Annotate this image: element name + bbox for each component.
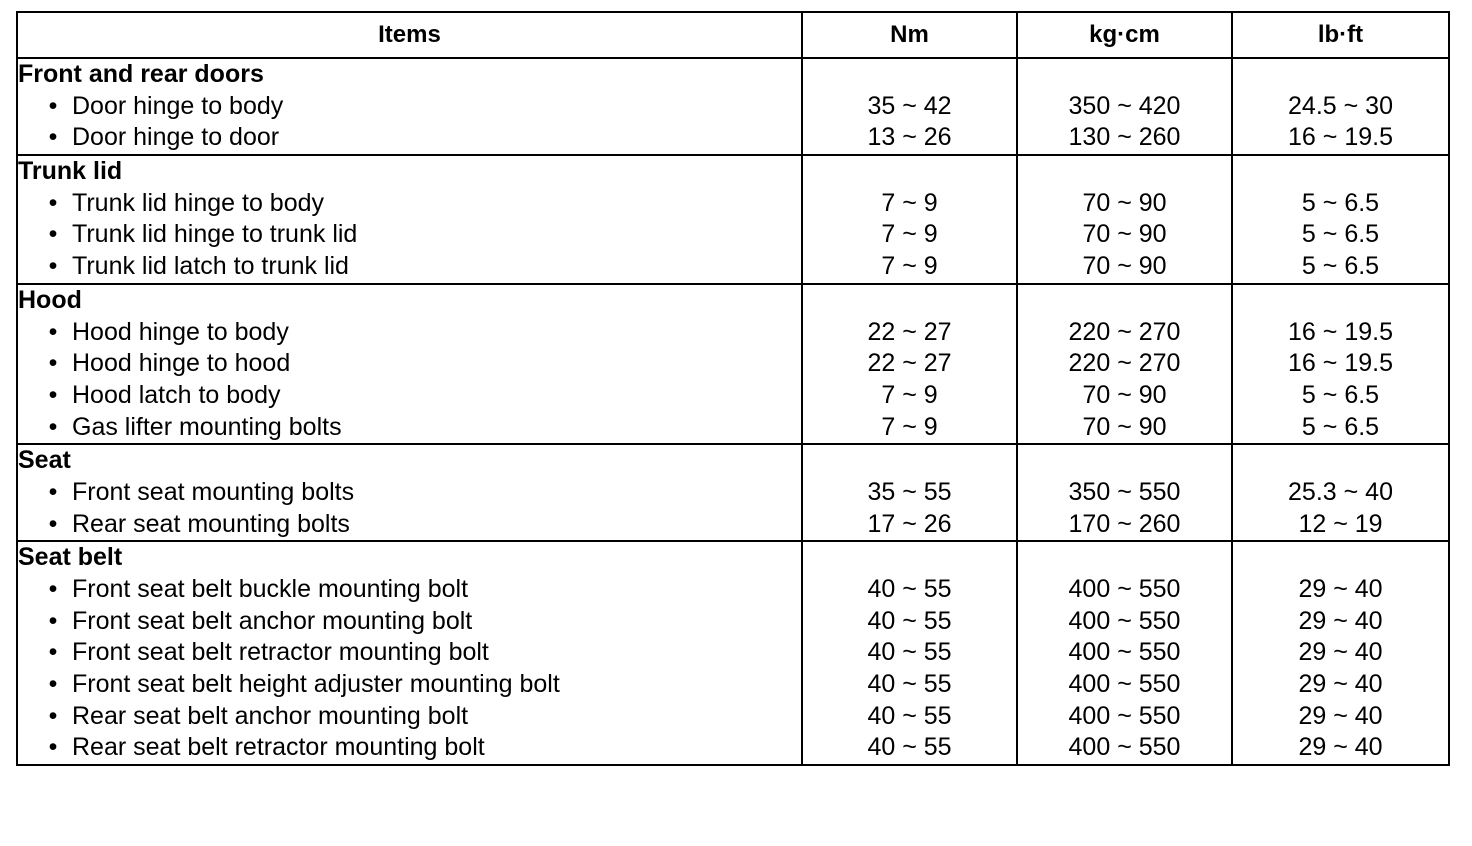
section-kgcm-cell [1017, 155, 1232, 284]
section-title: Hood [18, 285, 82, 314]
section-kgcm-cell [1017, 541, 1232, 765]
bullet-icon: • [48, 91, 58, 120]
spacer [1233, 285, 1448, 317]
lbft-value: 24.5 ~ 30 [1288, 91, 1393, 120]
section-kgcm-cell [1017, 58, 1232, 155]
kgcm-value: 170 ~ 260 [1068, 509, 1181, 538]
nm-value: 35 ~ 42 [867, 91, 952, 120]
kgcm-value: 400 ~ 550 [1068, 606, 1181, 635]
bullet-icon: • [48, 252, 58, 281]
bullet-icon: • [48, 670, 58, 699]
section-items-cell [17, 444, 802, 541]
section-nm-cell [802, 284, 1017, 444]
kgcm-value: 70 ~ 90 [1082, 188, 1167, 217]
kgcm-value: 400 ~ 550 [1068, 670, 1181, 699]
nm-value: 13 ~ 26 [867, 123, 952, 152]
lbft-value: 29 ~ 40 [1298, 575, 1383, 603]
list-item [18, 251, 801, 283]
kgcm-value: 400 ~ 550 [1068, 733, 1181, 762]
nm-value: 17 ~ 26 [867, 509, 952, 538]
table-section-row [17, 284, 1449, 444]
item-label: Door hinge to body [72, 91, 284, 120]
spacer [1233, 59, 1448, 91]
nm-value: 22 ~ 27 [867, 349, 952, 378]
item-label: Door hinge to door [72, 123, 280, 152]
lbft-value: 5 ~ 6.5 [1301, 412, 1380, 441]
section-items-cell [17, 541, 802, 765]
item-label: Hood hinge to body [72, 317, 289, 346]
table-section-row [17, 444, 1449, 541]
header-kgcm: kg·cm [1017, 12, 1232, 58]
kgcm-value: 220 ~ 270 [1068, 317, 1181, 346]
table-section-row [17, 58, 1449, 155]
kgcm-value: 400 ~ 550 [1068, 701, 1181, 730]
section-title: Trunk lid [18, 157, 123, 186]
bullet-icon: • [48, 733, 58, 762]
kgcm-value: 70 ~ 90 [1082, 220, 1167, 249]
nm-value: 40 ~ 55 [867, 575, 952, 603]
nm-value: 7 ~ 9 [881, 412, 938, 441]
list-item [18, 477, 801, 509]
section-nm-cell [802, 155, 1017, 284]
item-label: Front seat belt retractor mounting bolt [72, 638, 489, 667]
bullet-icon: • [48, 123, 58, 152]
lbft-value: 29 ~ 40 [1298, 733, 1383, 762]
lbft-value: 12 ~ 19 [1298, 509, 1383, 538]
bullet-icon: • [48, 220, 58, 249]
list-item [18, 122, 801, 154]
item-label: Front seat belt height adjuster mounting bolt [72, 670, 560, 699]
spacer [1018, 156, 1231, 188]
section-nm-cell [802, 444, 1017, 541]
kgcm-value: 350 ~ 420 [1068, 91, 1181, 120]
table-section-row [17, 541, 1449, 765]
list-item [18, 380, 801, 412]
item-label: Front seat belt buckle mounting bolt [72, 575, 469, 603]
nm-value: 40 ~ 55 [867, 701, 952, 730]
spacer [803, 285, 1016, 317]
lbft-value: 5 ~ 6.5 [1301, 188, 1380, 217]
item-label: Hood hinge to hood [72, 349, 291, 378]
spacer [1233, 156, 1448, 188]
lbft-value: 5 ~ 6.5 [1301, 220, 1380, 249]
kgcm-value: 400 ~ 550 [1068, 575, 1181, 603]
lbft-value: 16 ~ 19.5 [1288, 123, 1393, 152]
bullet-icon: • [48, 317, 58, 346]
list-item [18, 509, 801, 541]
item-label: Front seat mounting bolts [72, 477, 355, 506]
list-item [18, 637, 801, 669]
item-label: Rear seat belt retractor mounting bolt [72, 733, 485, 762]
spacer [803, 59, 1016, 91]
section-items-cell [17, 284, 802, 444]
section-lbft-cell [1232, 444, 1449, 541]
section-items-cell [17, 58, 802, 155]
nm-value: 40 ~ 55 [867, 733, 952, 762]
nm-value: 7 ~ 9 [881, 220, 938, 249]
lbft-value: 29 ~ 40 [1298, 701, 1383, 730]
item-label: Trunk lid hinge to body [72, 188, 325, 217]
kgcm-value: 70 ~ 90 [1082, 252, 1167, 281]
nm-value: 40 ~ 55 [867, 638, 952, 667]
nm-value: 7 ~ 9 [881, 188, 938, 217]
table-section-row [17, 155, 1449, 284]
section-lbft-cell [1232, 155, 1449, 284]
item-label: Rear seat belt anchor mounting bolt [72, 701, 469, 730]
lbft-value: 29 ~ 40 [1298, 638, 1383, 667]
item-label: Trunk lid latch to trunk lid [72, 252, 349, 281]
bullet-icon: • [48, 575, 58, 603]
lbft-value: 29 ~ 40 [1298, 670, 1383, 699]
spacer [803, 542, 1016, 574]
item-label: Gas lifter mounting bolts [72, 412, 342, 441]
spacer [1233, 445, 1448, 477]
spacer [1018, 542, 1231, 574]
kgcm-value: 70 ~ 90 [1082, 380, 1167, 409]
lbft-value: 25.3 ~ 40 [1288, 477, 1393, 506]
header-nm: Nm [802, 12, 1017, 58]
bullet-icon: • [48, 188, 58, 217]
section-kgcm-cell [1017, 444, 1232, 541]
list-item [18, 317, 801, 349]
header-items: Items [17, 12, 802, 58]
list-item [18, 188, 801, 220]
spacer [1018, 285, 1231, 317]
bullet-icon: • [48, 509, 58, 538]
bullet-icon: • [48, 638, 58, 667]
list-item [18, 669, 801, 701]
list-item [18, 606, 801, 638]
section-lbft-cell [1232, 541, 1449, 765]
section-lbft-cell [1232, 284, 1449, 444]
nm-value: 40 ~ 55 [867, 606, 952, 635]
nm-value: 7 ~ 9 [881, 380, 938, 409]
bullet-icon: • [48, 349, 58, 378]
lbft-value: 16 ~ 19.5 [1288, 317, 1393, 346]
spacer [1233, 542, 1448, 574]
spacer [1018, 445, 1231, 477]
list-item [18, 348, 801, 380]
list-item [18, 91, 801, 123]
section-kgcm-cell [1017, 284, 1232, 444]
header-row [17, 12, 1449, 58]
list-item [18, 732, 801, 764]
nm-value: 7 ~ 9 [881, 252, 938, 281]
kgcm-value: 400 ~ 550 [1068, 638, 1181, 667]
section-lbft-cell [1232, 58, 1449, 155]
nm-value: 22 ~ 27 [867, 317, 952, 346]
nm-value: 40 ~ 55 [867, 670, 952, 699]
spacer [1018, 59, 1231, 91]
header-lbft: lb·ft [1232, 12, 1449, 58]
lbft-value: 16 ~ 19.5 [1288, 349, 1393, 378]
kgcm-value: 350 ~ 550 [1068, 477, 1181, 506]
bullet-icon: • [48, 701, 58, 730]
list-item [18, 701, 801, 733]
item-label: Front seat belt anchor mounting bolt [72, 606, 473, 635]
table-body [17, 58, 1449, 765]
section-title: Front and rear doors [18, 60, 264, 88]
item-label: Trunk lid hinge to trunk lid [72, 220, 358, 249]
section-title: Seat belt [18, 543, 123, 572]
bullet-icon: • [48, 477, 58, 506]
section-items-cell [17, 155, 802, 284]
torque-spec-table [16, 11, 1450, 766]
item-label: Hood latch to body [72, 380, 281, 409]
item-label: Rear seat mounting bolts [72, 509, 350, 538]
bullet-icon: • [48, 380, 58, 409]
kgcm-value: 130 ~ 260 [1068, 123, 1181, 152]
lbft-value: 29 ~ 40 [1298, 606, 1383, 635]
section-nm-cell [802, 541, 1017, 765]
kgcm-value: 220 ~ 270 [1068, 349, 1181, 378]
list-item [18, 574, 801, 606]
lbft-value: 5 ~ 6.5 [1301, 380, 1380, 409]
kgcm-value: 70 ~ 90 [1082, 412, 1167, 441]
bullet-icon: • [48, 412, 58, 441]
lbft-value: 5 ~ 6.5 [1301, 252, 1380, 281]
section-title: Seat [18, 446, 71, 475]
spacer [803, 156, 1016, 188]
nm-value: 35 ~ 55 [867, 477, 952, 506]
section-nm-cell [802, 58, 1017, 155]
spacer [803, 445, 1016, 477]
bullet-icon: • [48, 606, 58, 635]
list-item [18, 219, 801, 251]
list-item [18, 412, 801, 444]
